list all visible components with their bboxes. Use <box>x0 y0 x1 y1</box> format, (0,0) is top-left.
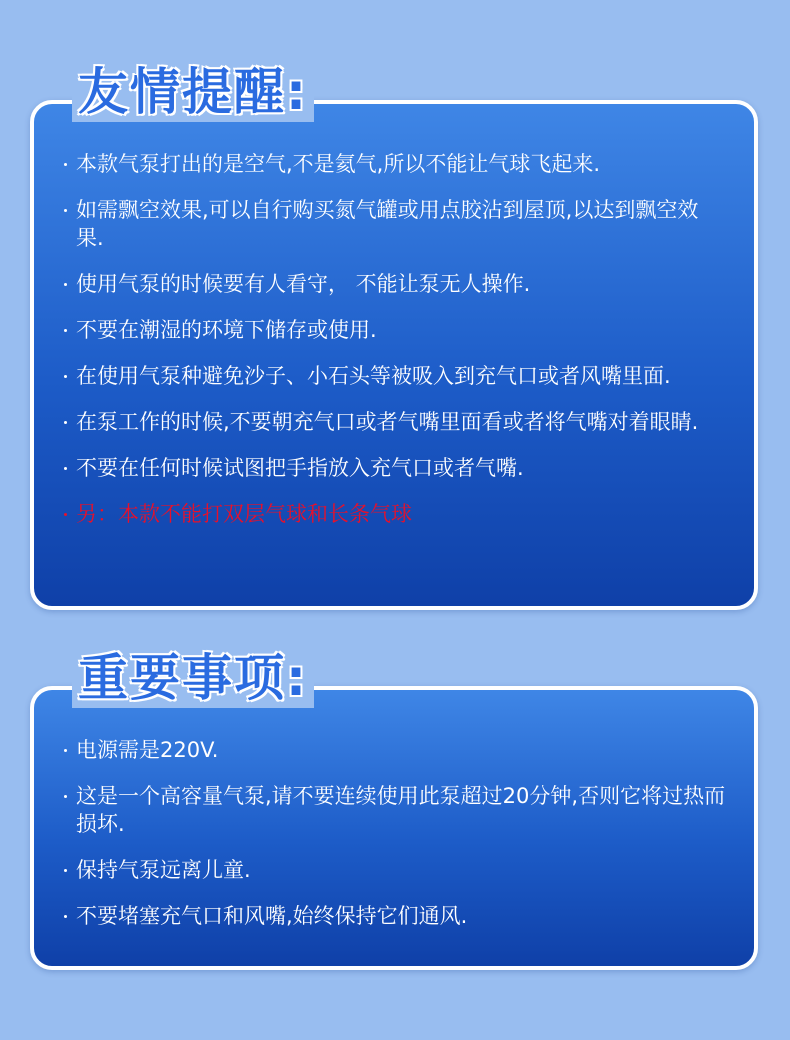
list-item-text: 不要在潮湿的环境下储存或使用. <box>76 318 377 342</box>
bullet-icon <box>64 915 67 918</box>
list-item <box>64 196 726 252</box>
important-notes-list <box>64 736 726 948</box>
list-item-text: 这是一个高容量气泵,请不要连续使用此泵超过20分钟,否则它将过热而损坏. <box>76 784 726 836</box>
bullet-icon <box>64 283 67 286</box>
bullet-icon <box>64 749 67 752</box>
friendly-reminder-list <box>64 150 726 546</box>
list-item-text: 本款气泵打出的是空气,不是氦气,所以不能让气球飞起来. <box>76 152 601 176</box>
friendly-reminder-card <box>30 100 758 610</box>
list-item <box>64 150 726 178</box>
list-item-text: 在使用气泵种避免沙子、小石头等被吸入到充气口或者风嘴里面. <box>76 364 671 388</box>
bullet-icon <box>64 163 67 166</box>
list-item <box>64 270 726 298</box>
list-item <box>64 408 726 436</box>
list-item <box>64 454 726 482</box>
bullet-icon <box>64 329 67 332</box>
warning-item <box>64 500 726 528</box>
list-item-text: 不要在任何时候试图把手指放入充气口或者气嘴. <box>76 456 524 480</box>
list-item-text: 如需飘空效果,可以自行购买氮气罐或用点胶沾到屋顶,以达到飘空效果. <box>76 198 699 250</box>
list-item-text: 电源需是220V. <box>76 738 219 762</box>
list-item <box>64 902 726 930</box>
list-item <box>64 782 726 838</box>
important-notes-card <box>30 686 758 970</box>
list-item-text: 保持气泵远离儿童. <box>76 858 251 882</box>
friendly-reminder-title: 友情提醒: <box>72 62 314 122</box>
important-notes-title: 重要事项: <box>72 648 314 708</box>
list-item <box>64 316 726 344</box>
bullet-icon <box>64 375 67 378</box>
warning-text: 另：本款不能打双层气球和长条气球 <box>76 502 412 526</box>
list-item-text: 在泵工作的时候,不要朝充气口或者气嘴里面看或者将气嘴对着眼睛. <box>76 410 699 434</box>
list-item-text: 不要堵塞充气口和风嘴,始终保持它们通风. <box>76 904 468 928</box>
list-item <box>64 736 726 764</box>
bullet-icon <box>64 513 67 516</box>
list-item <box>64 362 726 390</box>
list-item-text: 使用气泵的时候要有人看守， 不能让泵无人操作. <box>76 272 531 296</box>
bullet-icon <box>64 869 67 872</box>
bullet-icon <box>64 467 67 470</box>
list-item <box>64 856 726 884</box>
bullet-icon <box>64 795 67 798</box>
bullet-icon <box>64 209 67 212</box>
bullet-icon <box>64 421 67 424</box>
